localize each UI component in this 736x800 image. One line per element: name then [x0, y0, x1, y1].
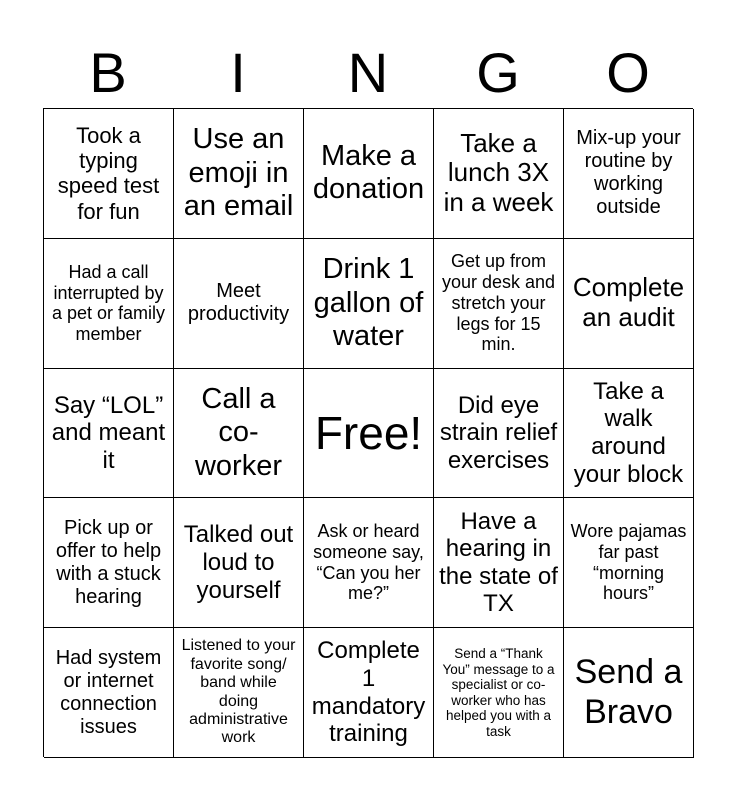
bingo-cell[interactable]: Get up from your desk and stretch your legs for 15 min.: [434, 239, 564, 369]
bingo-cell[interactable]: Pick up or offer to help with a stuck hearing: [44, 498, 174, 628]
free-space[interactable]: Free!: [304, 369, 434, 499]
header-letter-b: B: [89, 41, 127, 104]
bingo-cell[interactable]: Complete an audit: [564, 239, 694, 369]
bingo-cell[interactable]: Take a walk around your block: [564, 369, 694, 499]
bingo-cell[interactable]: Meet productivity: [174, 239, 304, 369]
bingo-cell[interactable]: Send a Bravo: [564, 628, 694, 758]
bingo-cell[interactable]: Call a co-worker: [174, 369, 304, 499]
bingo-cell[interactable]: Wore pajamas far past “morning hours”: [564, 498, 694, 628]
bingo-cell[interactable]: Take a lunch 3X in a week: [434, 109, 564, 239]
bingo-cell[interactable]: Ask or heard someone say, “Can you her me?”: [304, 498, 434, 628]
bingo-header: [43, 38, 693, 108]
bingo-cell[interactable]: Listened to your favorite song/ band while doing administrative work: [174, 628, 304, 758]
bingo-cell[interactable]: Send a “Thank You” message to a specialist or co-worker who has helped you with a task: [434, 628, 564, 758]
header-letter-o: O: [606, 41, 650, 104]
bingo-cell[interactable]: Have a hearing in the state of TX: [434, 498, 564, 628]
bingo-cell[interactable]: Talked out loud to yourself: [174, 498, 304, 628]
bingo-cell[interactable]: Did eye strain relief exercises: [434, 369, 564, 499]
header-letter-n: N: [347, 41, 389, 104]
bingo-cell[interactable]: Drink 1 gallon of water: [304, 239, 434, 369]
bingo-cell[interactable]: Mix-up your routine by working outside: [564, 109, 694, 239]
bingo-cell[interactable]: Had system or internet connection issues: [44, 628, 174, 758]
bingo-cell[interactable]: Say “LOL” and meant it: [44, 369, 174, 499]
bingo-grid: [43, 108, 693, 757]
bingo-cell[interactable]: Make a donation: [304, 109, 434, 239]
bingo-cell[interactable]: Use an emoji in an email: [174, 109, 304, 239]
bingo-cell[interactable]: Had a call interrupted by a pet or family member: [44, 239, 174, 369]
bingo-cell[interactable]: Complete 1 mandatory training: [304, 628, 434, 758]
bingo-cell[interactable]: Took a typing speed test for fun: [44, 109, 174, 239]
header-letter-g: G: [476, 41, 520, 104]
header-letter-i: I: [230, 41, 246, 104]
